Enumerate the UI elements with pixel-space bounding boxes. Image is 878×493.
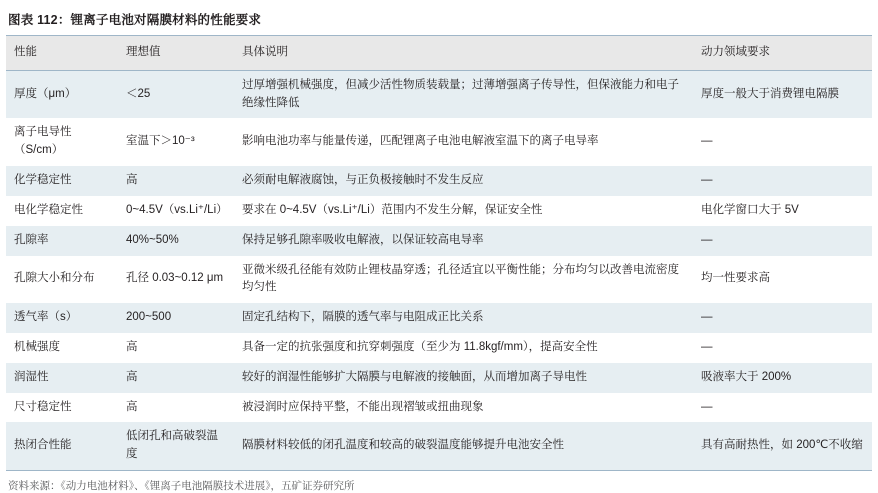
table-cell: 高: [118, 333, 234, 363]
table-row: [6, 70, 872, 118]
table-cell: 保持足够孔隙率吸收电解液，以保证较高电导率: [234, 226, 693, 256]
table-row: [6, 363, 872, 393]
table-cell: 要求在 0~4.5V（vs.Li⁺/Li）范围内不发生分解，保证安全性: [234, 196, 693, 226]
table-cell: 200~500: [118, 303, 234, 333]
column-header-description: 具体说明: [234, 36, 693, 71]
table-cell: 影响电池功率与能量传递，匹配锂离子电池电解液室温下的离子电导率: [234, 118, 693, 166]
table-row: [6, 303, 872, 333]
table-cell: 低闭孔和高破裂温度: [118, 422, 234, 470]
table-cell: 具备一定的抗张强度和抗穿刺强度（至少为 11.8kgf/mm），提高安全性: [234, 333, 693, 363]
table-cell: 高: [118, 363, 234, 393]
table-cell: 孔隙大小和分布: [6, 256, 118, 304]
table-cell: 40%~50%: [118, 226, 234, 256]
table-header-row: [6, 36, 872, 71]
table-cell: 较好的润湿性能够扩大隔膜与电解液的接触面，从而增加离子导电性: [234, 363, 693, 393]
table-cell: 孔隙率: [6, 226, 118, 256]
table-cell: 高: [118, 166, 234, 196]
table-cell: 必须耐电解液腐蚀，与正负极接触时不发生反应: [234, 166, 693, 196]
table-cell: 固定孔结构下，隔膜的透气率与电阻成正比关系: [234, 303, 693, 333]
table-body: [6, 70, 872, 470]
table-row: [6, 393, 872, 423]
table-cell: 离子电导性（S/cm）: [6, 118, 118, 166]
table-cell: 孔径 0.03~0.12 μm: [118, 256, 234, 304]
table-row: [6, 256, 872, 304]
table-cell: 亚微米级孔径能有效防止锂枝晶穿透；孔径适宜以平衡性能；分布均匀以改善电流密度均匀性: [234, 256, 693, 304]
column-header-power-requirement: 动力领域要求: [693, 36, 872, 71]
table-cell: 高: [118, 393, 234, 423]
table-cell: 尺寸稳定性: [6, 393, 118, 423]
table-row: [6, 166, 872, 196]
table-cell: —: [693, 303, 872, 333]
table-row: [6, 196, 872, 226]
column-header-property: 性能: [6, 36, 118, 71]
table-cell: 润湿性: [6, 363, 118, 393]
table-row: [6, 118, 872, 166]
table-cell: 化学稳定性: [6, 166, 118, 196]
table-cell: 热闭合性能: [6, 422, 118, 470]
table-cell: 被浸润时应保持平整，不能出现褶皱或扭曲现象: [234, 393, 693, 423]
table-cell: —: [693, 333, 872, 363]
table-cell: 机械强度: [6, 333, 118, 363]
table-cell: 室温下＞10⁻³: [118, 118, 234, 166]
table-row: [6, 226, 872, 256]
table-cell: 电化学稳定性: [6, 196, 118, 226]
table-row: [6, 422, 872, 470]
table-cell: 均一性要求高: [693, 256, 872, 304]
table-cell: —: [693, 166, 872, 196]
table-cell: 过厚增强机械强度，但减少活性物质装载量；过薄增强离子传导性，但保液能力和电子绝缘性降低: [234, 70, 693, 118]
table-cell: 具有高耐热性，如 200℃不收缩: [693, 422, 872, 470]
table-cell: —: [693, 118, 872, 166]
performance-requirements-table: [6, 35, 872, 471]
table-caption: 图表 112：锂离子电池对隔膜材料的性能要求: [8, 13, 262, 27]
table-header: [6, 36, 872, 71]
table-cell: 吸液率大于 200%: [693, 363, 872, 393]
table-cell: 厚度一般大于消费锂电隔膜: [693, 70, 872, 118]
table-row: [6, 333, 872, 363]
table-cell: —: [693, 226, 872, 256]
table-cell: 透气率（s）: [6, 303, 118, 333]
column-header-ideal-value: 理想值: [118, 36, 234, 71]
source-note: 资料来源：《动力电池材料》、《锂离子电池隔膜技术进展》，五矿证券研究所: [8, 480, 355, 492]
table-cell: ＜25: [118, 70, 234, 118]
table-cell: 厚度（μm）: [6, 70, 118, 118]
table-cell: 隔膜材料较低的闭孔温度和较高的破裂温度能够提升电池安全性: [234, 422, 693, 470]
table-cell: 电化学窗口大于 5V: [693, 196, 872, 226]
table-cell: —: [693, 393, 872, 423]
table-cell: 0~4.5V（vs.Li⁺/Li）: [118, 196, 234, 226]
